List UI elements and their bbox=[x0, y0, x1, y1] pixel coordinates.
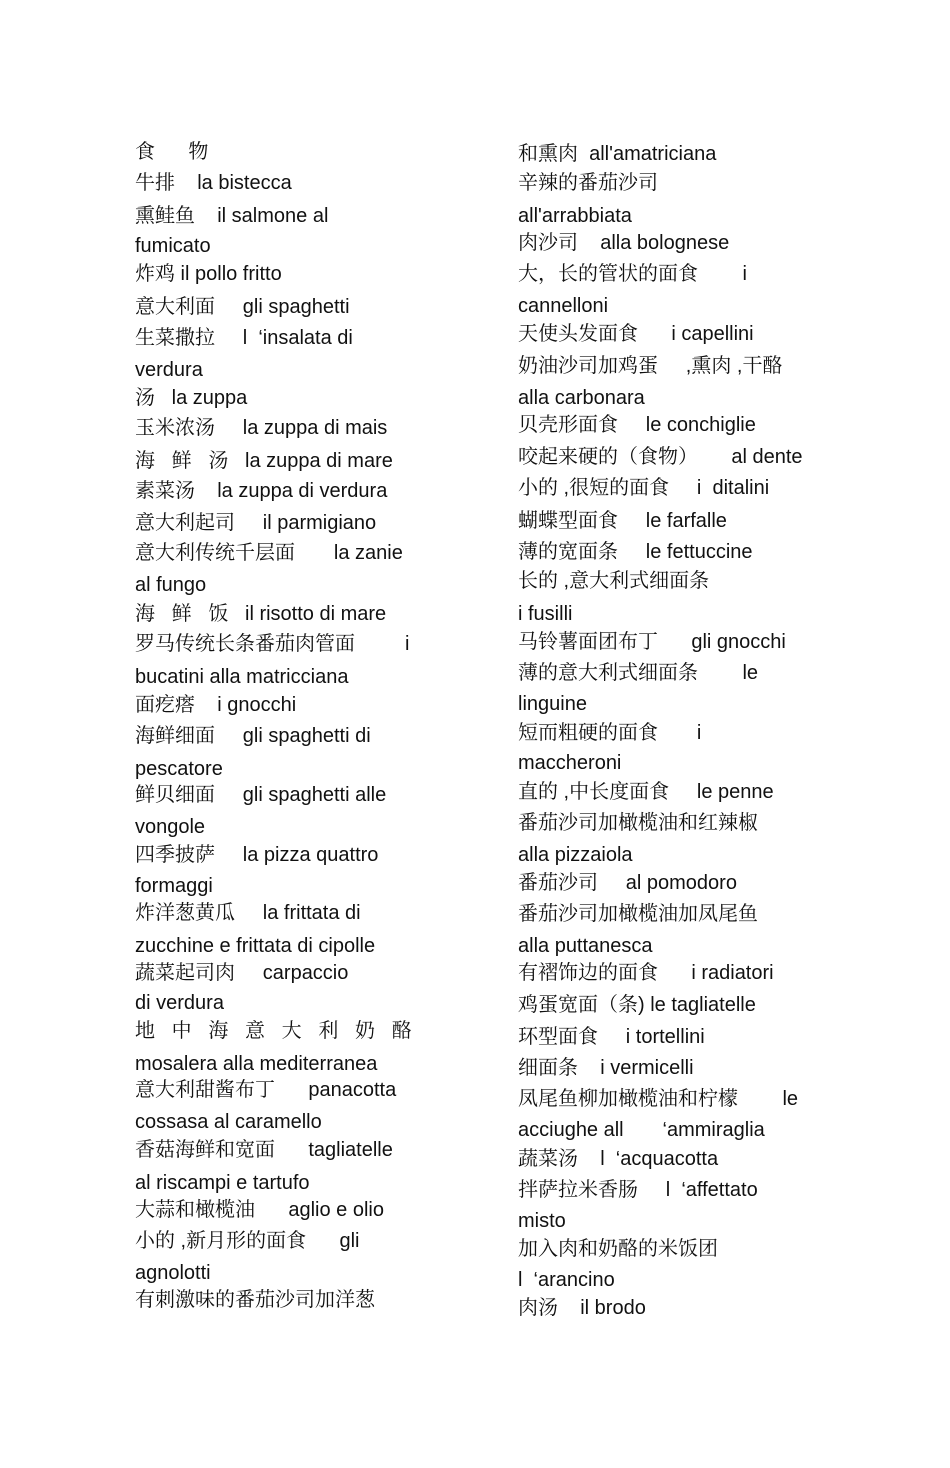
text-line: 素菜汤 la zuppa di verdura bbox=[135, 480, 388, 502]
text-line: 有褶饰边的面食 i radiatori bbox=[518, 962, 774, 984]
text-line: 海 鲜 汤 la zuppa di mare bbox=[135, 450, 393, 472]
text-line: 辛辣的番茄沙司 bbox=[518, 172, 658, 194]
text-line: 牛排 la bistecca bbox=[135, 172, 292, 194]
text-line: all'arrabbiata bbox=[518, 205, 632, 227]
text-line: 大，长的管状的面食 i bbox=[518, 263, 747, 285]
text-line: 有刺激味的番茄沙司加洋葱 bbox=[135, 1289, 375, 1311]
text-line: 面疙瘩 i gnocchi bbox=[135, 694, 297, 716]
text-line: 和熏肉 all'amatriciana bbox=[518, 143, 717, 165]
text-line: verdura bbox=[135, 359, 203, 381]
text-line: 鸡蛋宽面（条) le tagliatelle bbox=[518, 994, 756, 1016]
text-line: 熏鲑鱼 il salmone al bbox=[135, 205, 329, 227]
text-line: 大蒜和橄榄油 aglio e olio bbox=[135, 1199, 384, 1221]
text-line: 肉沙司 alla bolognese bbox=[518, 232, 730, 254]
text-line: formaggi bbox=[135, 875, 213, 897]
text-line: misto bbox=[518, 1210, 566, 1232]
text-line: linguine bbox=[518, 693, 587, 715]
text-line: 番茄沙司加橄榄油和红辣椒 bbox=[518, 812, 758, 834]
text-line: 汤 la zuppa bbox=[135, 387, 248, 409]
text-line: alla puttanesca bbox=[518, 935, 653, 957]
text-line: mosalera alla mediterranea bbox=[135, 1053, 378, 1075]
text-line: 薄的宽面条 le fettuccine bbox=[518, 541, 753, 563]
text-line: 凤尾鱼柳加橄榄油和柠檬 le bbox=[518, 1088, 799, 1110]
text-line: 食 物 bbox=[135, 141, 209, 163]
text-line: 环型面食 i tortellini bbox=[518, 1026, 705, 1048]
text-line: 直的 ,中长度面食 le penne bbox=[518, 781, 774, 803]
text-line: vongole bbox=[135, 816, 206, 838]
text-line: 长的 ,意大利式细面条 bbox=[518, 570, 710, 592]
text-line: 咬起来硬的（食物） al dente bbox=[518, 446, 803, 468]
text-line: 香菇海鲜和宽面 tagliatelle bbox=[135, 1139, 393, 1161]
text-line: 鲜贝细面 gli spaghetti alle bbox=[135, 784, 387, 806]
text-line: 奶油沙司加鸡蛋 ,熏肉 ,干酪 bbox=[518, 355, 783, 377]
text-line: 薄的意大利式细面条 le bbox=[518, 662, 759, 684]
text-line: 蔬菜起司肉 carpaccio bbox=[135, 962, 349, 984]
text-line: i fusilli bbox=[518, 603, 573, 625]
text-line: 意大利起司 il parmigiano bbox=[135, 512, 377, 534]
text-line: bucatini alla matricciana bbox=[135, 666, 349, 688]
text-line: alla carbonara bbox=[518, 387, 645, 409]
text-line: cannelloni bbox=[518, 295, 609, 317]
text-line: al riscampi e tartufo bbox=[135, 1172, 310, 1194]
text-line: 四季披萨 la pizza quattro bbox=[135, 844, 379, 866]
text-line: maccheroni bbox=[518, 752, 622, 774]
text-line: 海 鲜 饭 il risotto di mare bbox=[135, 603, 387, 625]
text-line: cossasa al caramello bbox=[135, 1111, 322, 1133]
text-line: 天使头发面食 i capellini bbox=[518, 323, 754, 345]
text-line: 小的 ,新月形的面食 gli bbox=[135, 1230, 360, 1252]
text-line: 拌萨拉米香肠 l ‘affettato bbox=[518, 1179, 758, 1201]
text-line: zucchine e frittata di cipolle bbox=[135, 935, 376, 957]
text-line: 意大利甜酱布丁 panacotta bbox=[135, 1079, 397, 1101]
text-line: pescatore bbox=[135, 758, 223, 780]
text-line: 肉汤 il brodo bbox=[518, 1297, 646, 1319]
text-line: al fungo bbox=[135, 574, 207, 596]
text-line: 罗马传统长条番茄肉管面 i bbox=[135, 633, 410, 655]
text-line: di verdura bbox=[135, 992, 224, 1014]
text-line: 生菜撒拉 l ‘insalata di bbox=[135, 327, 353, 349]
text-line: 意大利传统千层面 la zanie bbox=[135, 542, 403, 564]
text-line: 番茄沙司加橄榄油加凤尾鱼 bbox=[518, 903, 758, 925]
text-line: 马铃薯面团布丁 gli gnocchi bbox=[518, 631, 786, 653]
text-line: 炸鸡 il pollo fritto bbox=[135, 263, 282, 285]
text-line: l ‘arancino bbox=[518, 1269, 615, 1291]
text-line: 海鲜细面 gli spaghetti di bbox=[135, 725, 371, 747]
text-line: 加入肉和奶酪的米饭团 bbox=[518, 1238, 718, 1260]
text-line: 短而粗硬的面食 i bbox=[518, 722, 702, 744]
text-line: 细面条 i vermicelli bbox=[518, 1057, 694, 1079]
text-line: 贝壳形面食 le conchiglie bbox=[518, 414, 756, 436]
text-line: agnolotti bbox=[135, 1262, 211, 1284]
text-line: 意大利面 gli spaghetti bbox=[135, 296, 350, 318]
text-line: fumicato bbox=[135, 235, 211, 257]
text-line: acciughe all ‘ammiraglia bbox=[518, 1119, 765, 1141]
text-line: 玉米浓汤 la zuppa di mais bbox=[135, 417, 388, 439]
text-line: alla pizzaiola bbox=[518, 844, 633, 866]
text-line: 蔬菜汤 l ‘acquacotta bbox=[518, 1148, 719, 1170]
text-line: 番茄沙司 al pomodoro bbox=[518, 872, 737, 894]
text-line: 地 中 海 意 大 利 奶 酪 bbox=[135, 1020, 412, 1042]
text-line: 蝴蝶型面食 le farfalle bbox=[518, 510, 727, 532]
text-line: 小的 ,很短的面食 i ditalini bbox=[518, 477, 770, 499]
text-line: 炸洋葱黄瓜 la frittata di bbox=[135, 902, 361, 924]
